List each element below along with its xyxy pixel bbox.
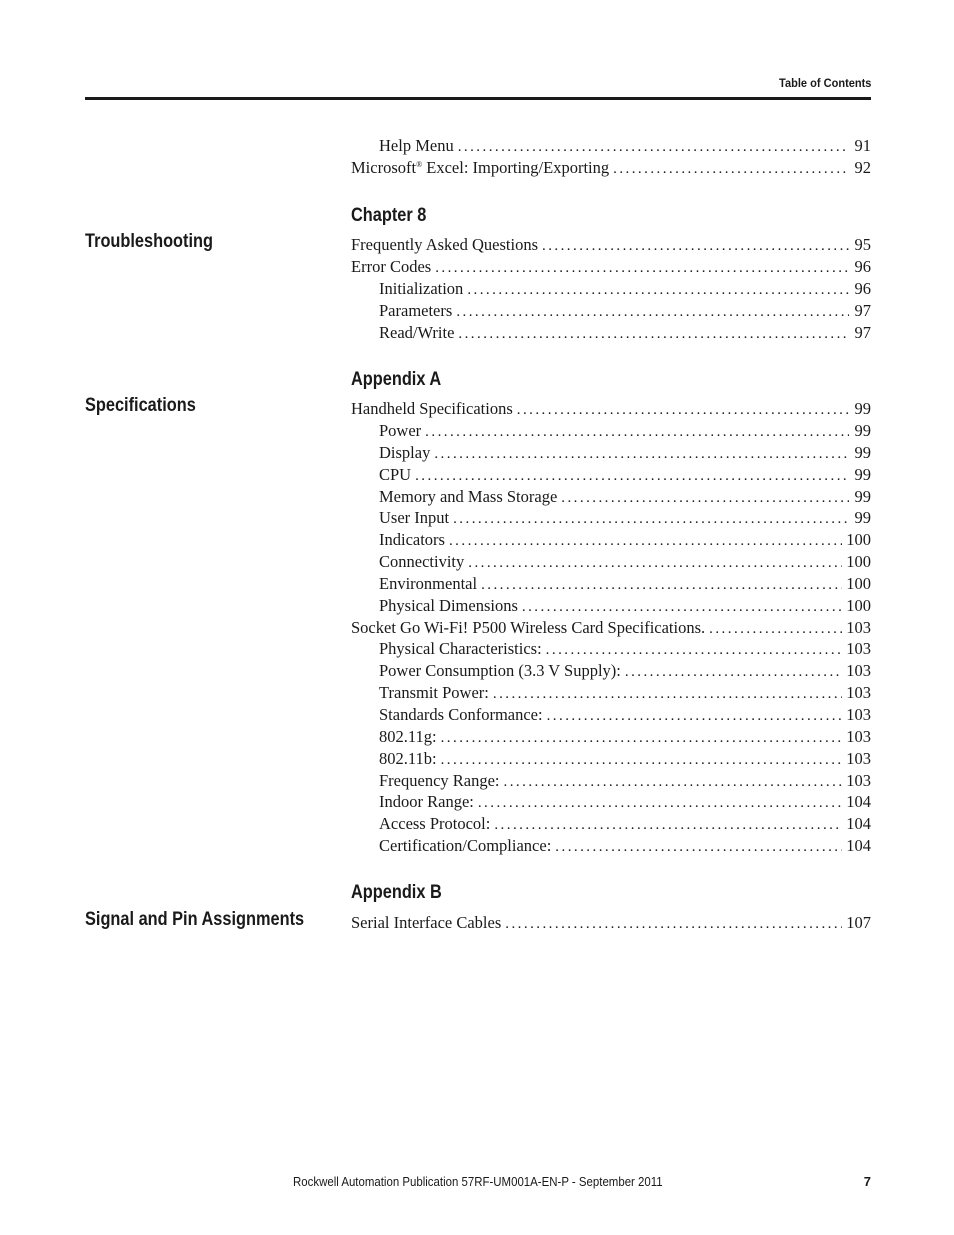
section-title[interactable]: Troubleshooting	[85, 231, 213, 252]
toc-entry-page: 99	[854, 399, 871, 418]
toc-entry-page: 103	[846, 618, 871, 637]
toc-entry-page: 99	[854, 443, 871, 462]
leader-dots	[504, 771, 843, 793]
toc-entry[interactable]	[379, 813, 871, 835]
toc-entry[interactable]	[351, 256, 871, 278]
toc-entry[interactable]	[379, 791, 871, 813]
leader-dots	[494, 814, 842, 836]
toc-entry-title: Error Codes	[351, 257, 432, 276]
leader-dots	[493, 683, 842, 705]
toc-entry-page: 107	[846, 913, 871, 932]
footer-publication: Rockwell Automation Publication 57RF-UM001A-EN-P - September 2011	[293, 1174, 663, 1189]
leader-dots	[481, 574, 842, 596]
toc-entry-page: 100	[846, 552, 871, 571]
toc-entry-page: 95	[854, 235, 871, 254]
leader-dots	[542, 235, 849, 257]
toc-entry-page: 99	[854, 421, 871, 440]
toc-entry[interactable]	[351, 912, 871, 934]
toc-entry-page: 100	[846, 574, 871, 593]
toc-entry-title: Transmit Power:	[379, 683, 489, 702]
registered-mark: ®	[416, 160, 423, 169]
toc-entry-page: 97	[854, 301, 871, 320]
toc-entry-title: Display	[379, 443, 431, 462]
toc-entry[interactable]	[379, 835, 871, 857]
toc-entry[interactable]	[379, 486, 871, 508]
toc-entry-page: 103	[846, 749, 871, 768]
leader-dots	[547, 705, 843, 727]
toc-entry-page: 103	[846, 661, 871, 680]
section-title[interactable]: Specifications	[85, 395, 196, 416]
leader-dots	[517, 399, 849, 421]
toc-entry[interactable]	[379, 748, 871, 770]
toc-entry-title: Memory and Mass Storage	[379, 487, 558, 506]
toc-entry-title: Connectivity	[379, 552, 465, 571]
leader-dots	[625, 661, 842, 683]
toc-entry[interactable]	[379, 573, 871, 595]
toc-entry-page: 100	[846, 530, 871, 549]
footer-page-number: 7	[863, 1174, 871, 1189]
toc-entry-title: Physical Characteristics:	[379, 639, 542, 658]
toc-entry-page: 103	[846, 705, 871, 724]
toc-entry-title: Serial Interface Cables	[351, 913, 502, 932]
leader-dots	[425, 421, 849, 443]
chapter-label: Appendix B	[351, 882, 442, 903]
toc-entry[interactable]	[379, 770, 871, 792]
toc-entry-title: Indicators	[379, 530, 445, 549]
toc-entry-page: 92	[854, 158, 871, 177]
toc-entry-page: 104	[846, 792, 871, 811]
leader-dots	[478, 792, 842, 814]
toc-entry[interactable]	[379, 464, 871, 486]
toc-entry-page: 99	[854, 487, 871, 506]
header-title: Table of Contents	[778, 76, 871, 90]
leader-dots	[435, 257, 849, 279]
leader-dots	[449, 530, 842, 552]
toc-entry-page: 96	[854, 279, 871, 298]
toc-entry-title: CPU	[379, 465, 412, 484]
leader-dots	[453, 508, 849, 530]
leader-dots	[441, 727, 843, 749]
leader-dots	[434, 443, 849, 465]
toc-entry-page: 103	[846, 727, 871, 746]
toc-entry-title: Microsoft® Excel: Importing/Exporting	[351, 158, 610, 177]
toc-entry[interactable]	[379, 278, 871, 300]
toc-entry-page: 100	[846, 596, 871, 615]
toc-entry-page: 99	[854, 508, 871, 527]
toc-entry-title: Frequently Asked Questions	[351, 235, 538, 254]
toc-entry[interactable]	[379, 322, 871, 344]
toc-entry-title: Access Protocol:	[379, 814, 491, 833]
toc-entry-title: Power	[379, 421, 422, 440]
toc-entry-title: Parameters	[379, 301, 453, 320]
toc-entry-title: Help Menu	[379, 136, 454, 155]
toc-entry-title: Environmental	[379, 574, 478, 593]
leader-dots	[522, 596, 842, 618]
toc-entry-title: Standards Conformance:	[379, 705, 543, 724]
toc-entry[interactable]	[379, 507, 871, 529]
leader-dots	[458, 323, 849, 345]
toc-entry[interactable]	[379, 595, 871, 617]
toc-entry-page: 104	[846, 814, 871, 833]
toc-entry-title: 802.11g:	[379, 727, 437, 746]
toc-entry-title: Physical Dimensions	[379, 596, 518, 615]
leader-dots	[441, 749, 843, 771]
leader-dots	[456, 301, 849, 323]
toc-entry[interactable]	[379, 660, 871, 682]
toc-entry[interactable]	[379, 682, 871, 704]
toc-entry[interactable]	[379, 420, 871, 442]
leader-dots	[709, 618, 842, 640]
section-title[interactable]: Signal and Pin Assignments	[85, 909, 305, 930]
header-rule	[85, 97, 871, 100]
toc-entry[interactable]	[379, 529, 871, 551]
toc-entry-title: Read/Write	[379, 323, 455, 342]
toc-entry-page: 97	[854, 323, 871, 342]
toc-entry[interactable]	[379, 704, 871, 726]
leader-dots	[555, 836, 842, 858]
toc-entry-title: Indoor Range:	[379, 792, 474, 811]
chapter-label: Chapter 8	[351, 205, 427, 226]
leader-dots	[505, 913, 842, 935]
toc-entry-title: 802.11b:	[379, 749, 437, 768]
toc-entry-page: 103	[846, 639, 871, 658]
toc-entry[interactable]	[351, 234, 871, 256]
toc-entry-title: Certification/Compliance:	[379, 836, 552, 855]
toc-entry[interactable]	[379, 726, 871, 748]
toc-entry[interactable]	[379, 135, 871, 157]
toc-entry-page: 103	[846, 771, 871, 790]
leader-dots	[546, 639, 843, 661]
leader-dots	[468, 552, 842, 574]
toc-entry[interactable]	[379, 638, 871, 660]
leader-dots	[415, 465, 849, 487]
chapter-label: Appendix A	[351, 369, 442, 390]
toc-entry[interactable]	[351, 617, 871, 639]
toc-entry-page: 103	[846, 683, 871, 702]
toc-entry-title: User Input	[379, 508, 450, 527]
leader-dots	[467, 279, 849, 301]
toc-entry-page: 104	[846, 836, 871, 855]
toc-entry[interactable]	[351, 157, 871, 179]
toc-entry[interactable]	[379, 300, 871, 322]
toc-entry-title: Handheld Specifications	[351, 399, 513, 418]
toc-entry-title: Socket Go Wi-Fi! P500 Wireless Card Specifications.	[351, 618, 706, 637]
toc-entry[interactable]	[379, 551, 871, 573]
toc-entry[interactable]	[351, 398, 871, 420]
toc-entry-title: Initialization	[379, 279, 464, 298]
toc-entry-page: 99	[854, 465, 871, 484]
toc-entry-page: 91	[854, 136, 871, 155]
leader-dots	[613, 158, 849, 180]
toc-entry[interactable]	[379, 442, 871, 464]
toc-entry-page: 96	[854, 257, 871, 276]
toc-entry-title: Power Consumption (3.3 V Supply):	[379, 661, 621, 680]
toc-entry-title: Frequency Range:	[379, 771, 500, 790]
leader-dots	[458, 136, 849, 158]
leader-dots	[561, 487, 849, 509]
